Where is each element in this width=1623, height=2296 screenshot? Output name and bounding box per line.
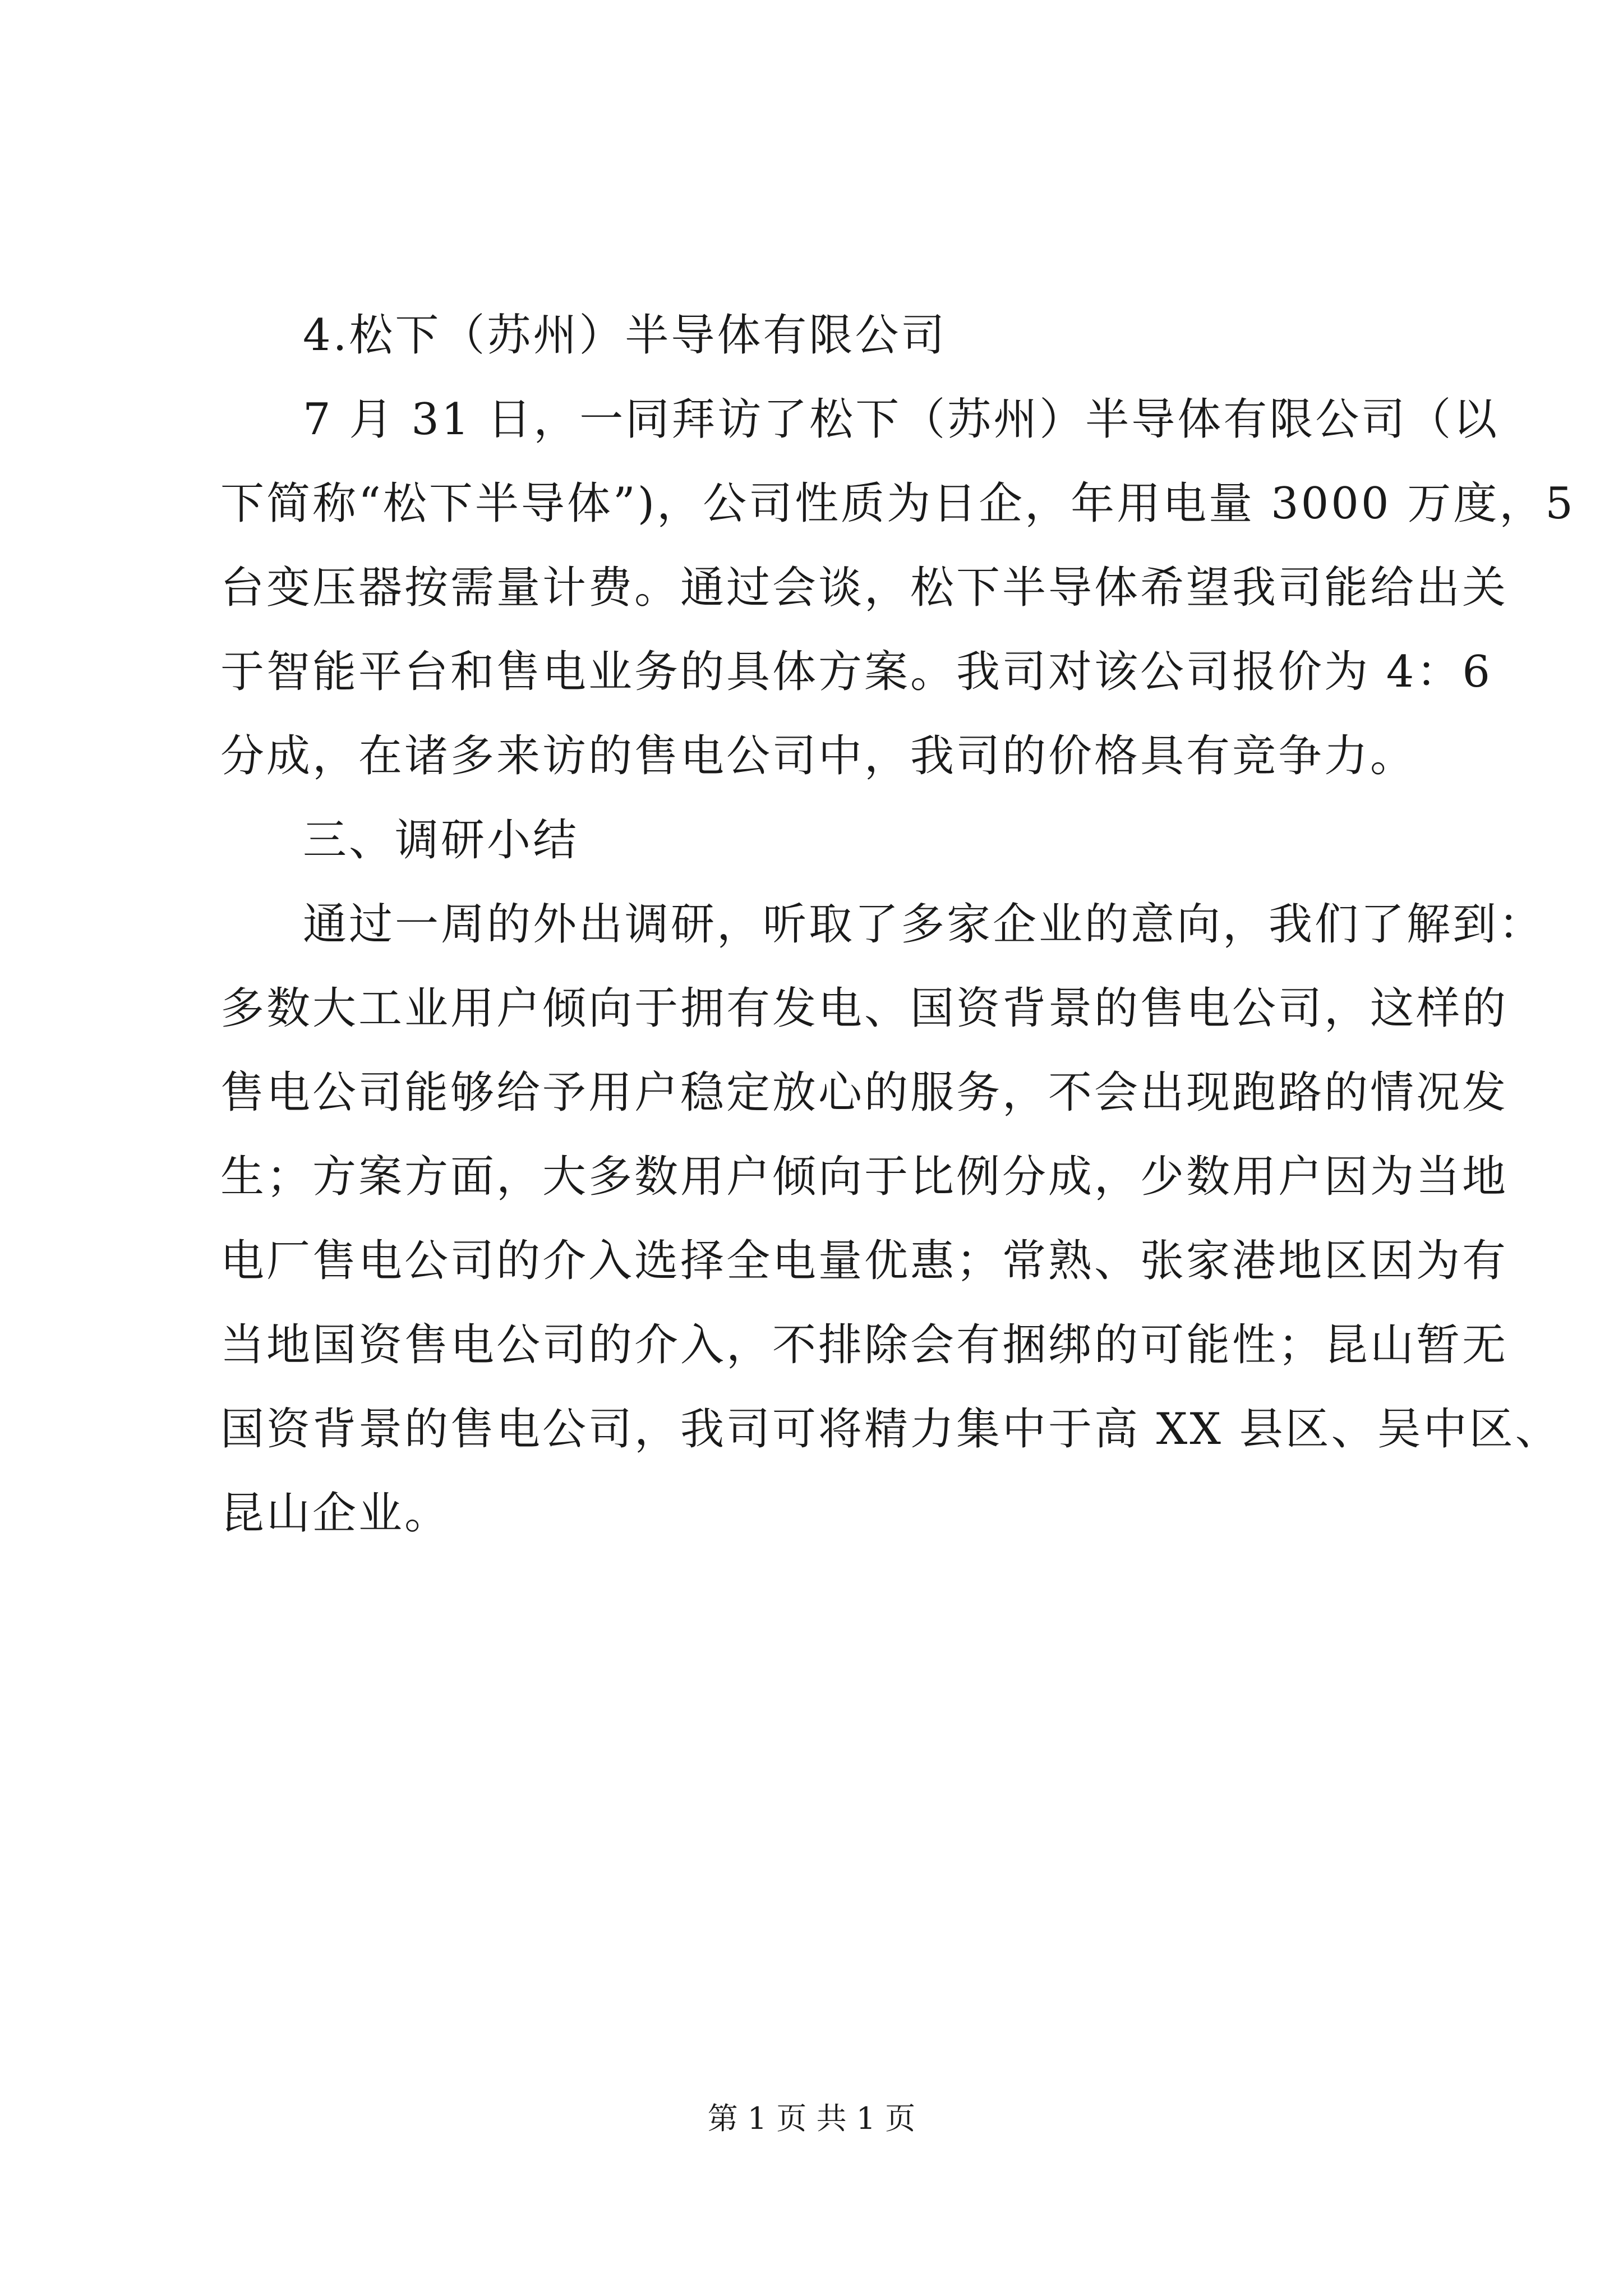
paragraph-line: 生；方案方面，大多数用户倾向于比例分成，少数用户因为当地 [220,1152,1509,1202]
paragraph-line: 当地国资售电公司的介入，不排除会有捆绑的可能性；昆山暂无 [220,1320,1509,1370]
paragraph-line: 7 月 31 日，一同拜访了松下（苏州）半导体有限公司（以 [303,394,1500,445]
paragraph-line: 多数大工业用户倾向于拥有发电、国资背景的售电公司，这样的 [220,983,1509,1034]
paragraph-line: 国资背景的售电公司，我司可将精力集中于高 XX 县区、吴中区、 [220,1404,1561,1455]
section-heading-summary: 三、调研小结 [303,815,579,866]
paragraph-line: 通过一周的外出调研，听取了多家企业的意向，我们了解到： [303,899,1545,950]
paragraph-line: 昆山企业。 [220,1488,451,1539]
paragraph-line: 电厂售电公司的介入选择全电量优惠；常熟、张家港地区因为有 [220,1236,1509,1286]
section-heading-panasonic: 4.松下（苏州）半导体有限公司 [303,310,947,361]
paragraph-line: 售电公司能够给予用户稳定放心的服务，不会出现跑路的情况发 [220,1068,1509,1118]
paragraph-line: 台变压器按需量计费。通过会谈，松下半导体希望我司能给出关 [220,563,1509,613]
paragraph-line: 分成，在诸多来访的售电公司中，我司的价格具有竞争力。 [220,731,1417,781]
paragraph-line: 于智能平台和售电业务的具体方案。我司对该公司报价为 4：6 [220,647,1493,697]
page-footer: 第 1 页 共 1 页 [707,2101,916,2136]
paragraph-line: 下简称“松下半导体”)，公司性质为日企，年用电量 3000 万度，5 [220,478,1575,529]
